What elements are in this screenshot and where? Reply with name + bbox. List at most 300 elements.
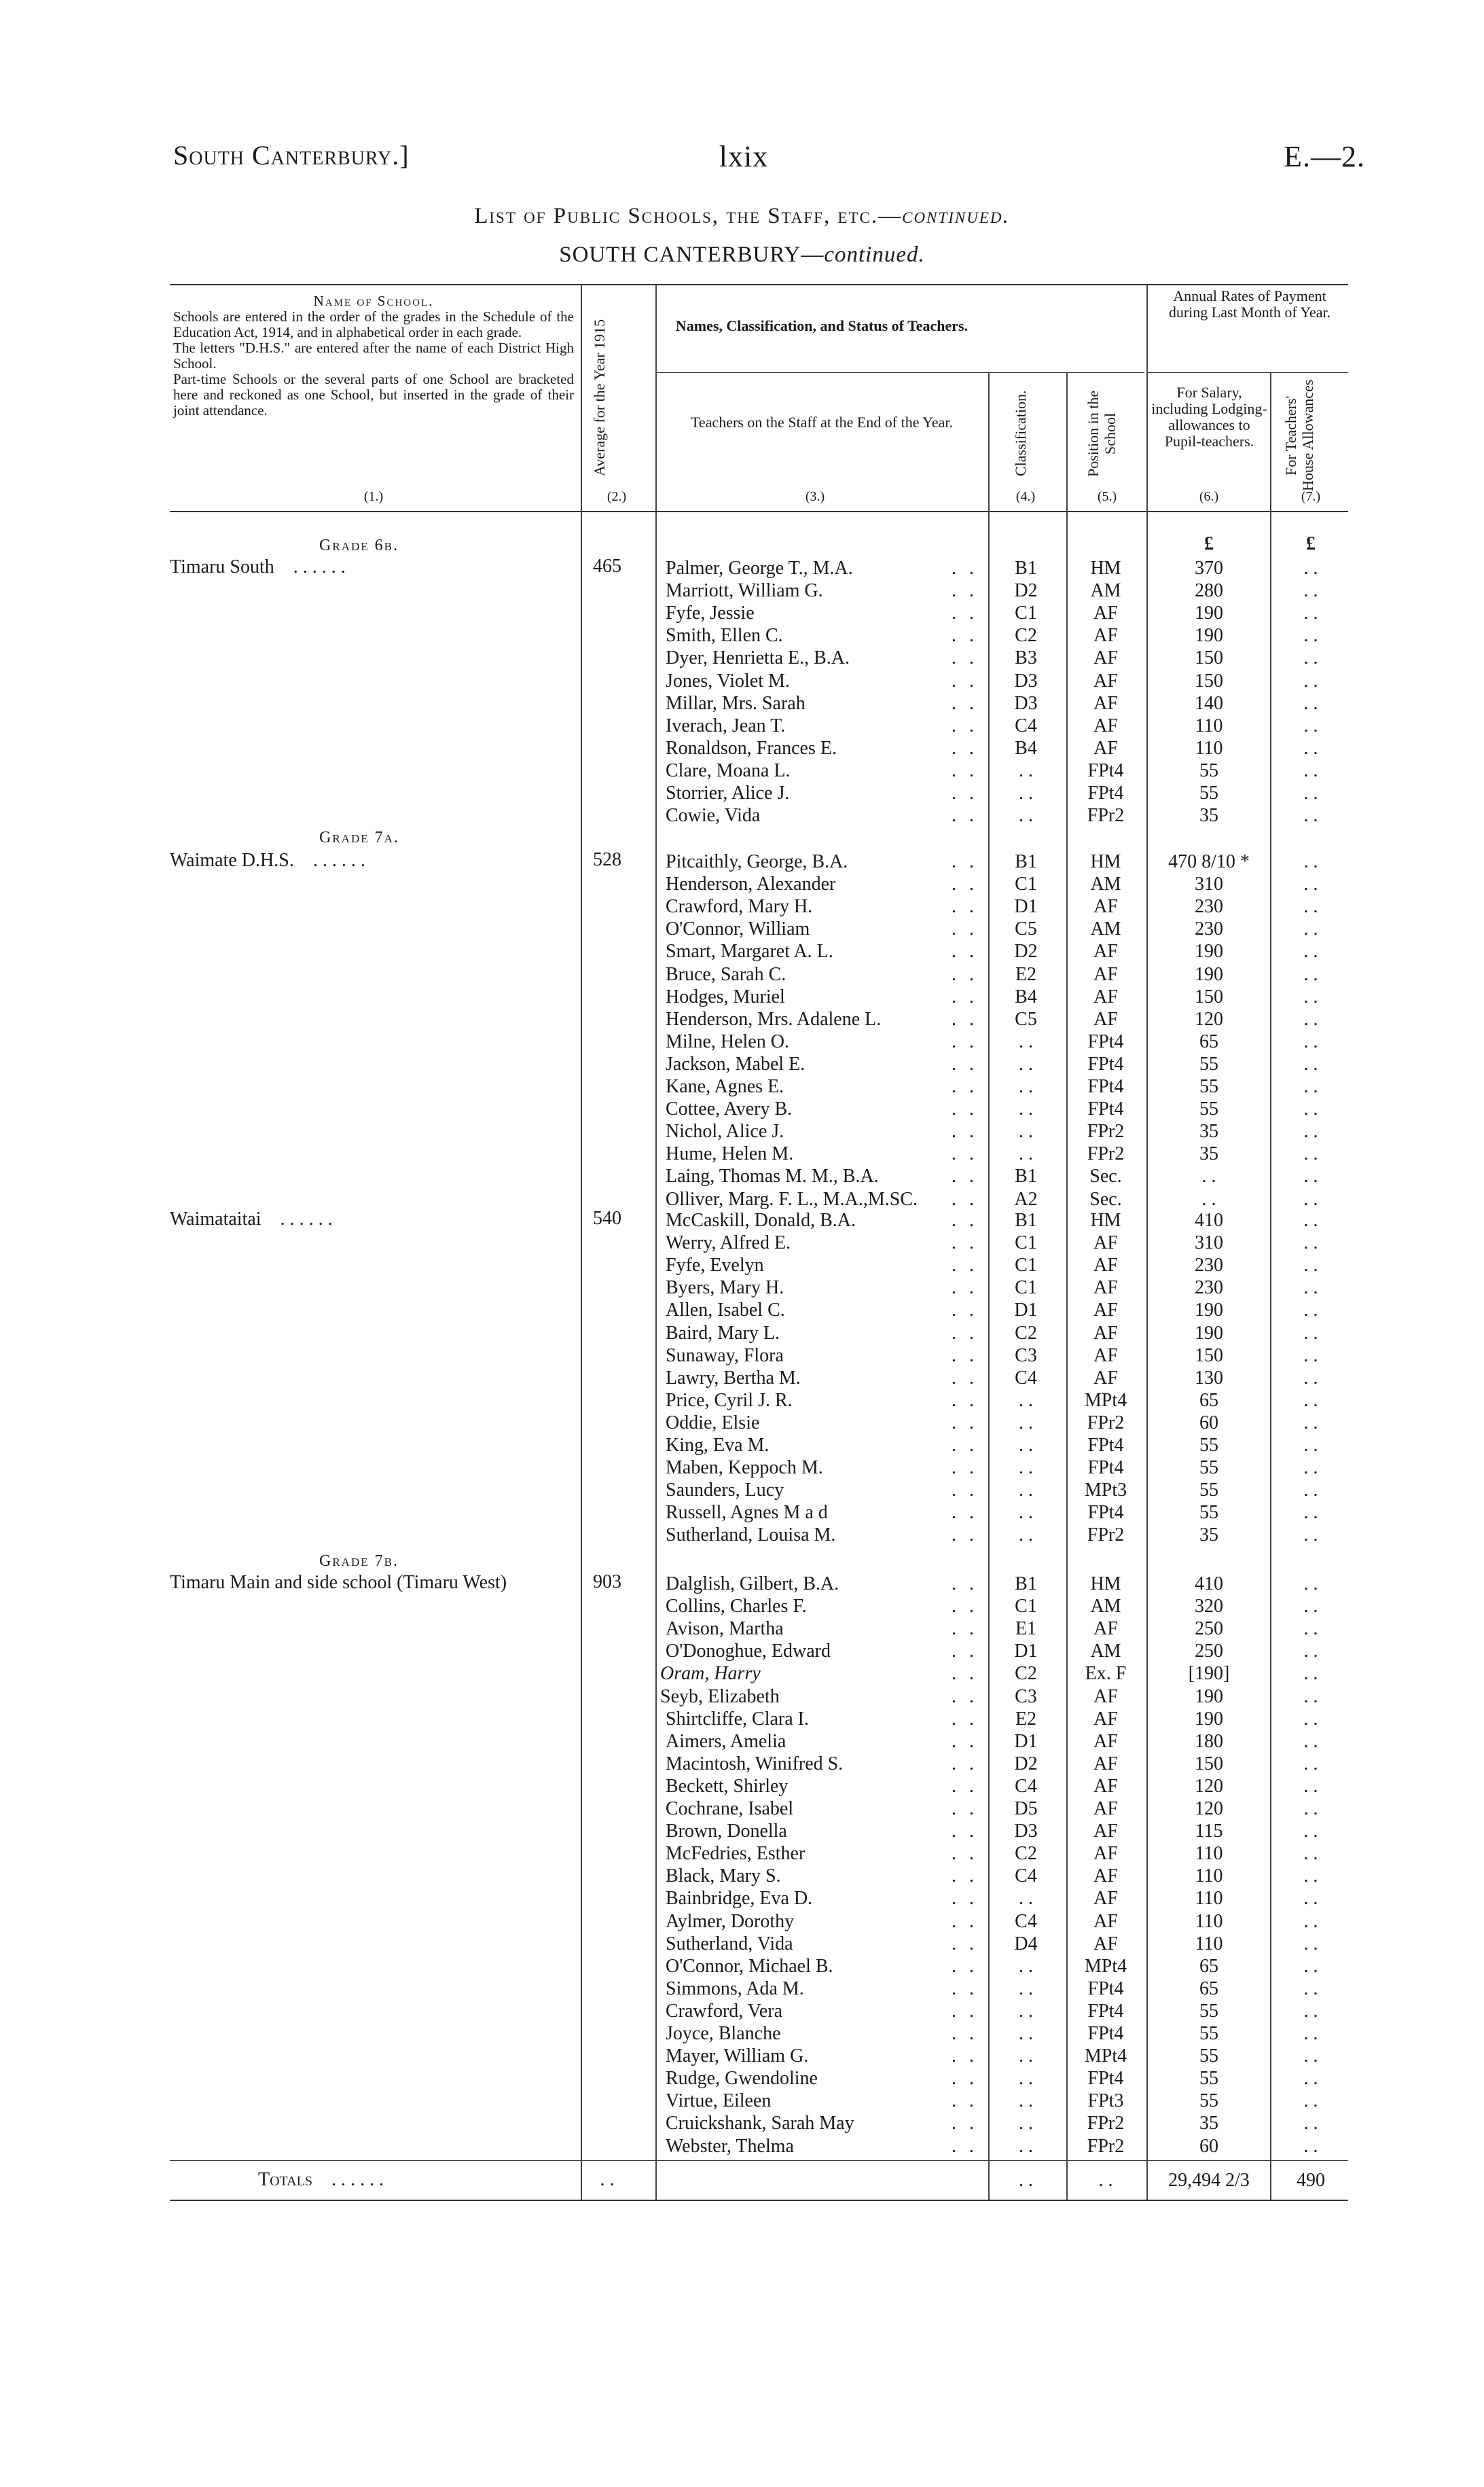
- house-allowance-cell: . .: [1303, 1663, 1318, 1685]
- table-row: [0, 1075, 1484, 1098]
- table-row: [0, 1887, 1484, 1910]
- teacher-name: Milne, Helen O.: [666, 1031, 789, 1052]
- house-allowance-cell: . .: [1303, 1618, 1318, 1640]
- teacher-name: Cowie, Vida: [666, 805, 761, 827]
- position-cell: AM: [1090, 874, 1121, 895]
- salary-cell: 60: [1199, 2135, 1218, 2157]
- salary-cell: 55: [1199, 1076, 1218, 1097]
- teacher-name: Sutherland, Louisa M.: [666, 1524, 836, 1546]
- position-cell: FPt3: [1087, 2090, 1124, 2112]
- house-allowance-cell: . .: [1303, 1685, 1318, 1707]
- table-row: [0, 557, 1484, 579]
- teacher-name: Smart, Margaret A. L.: [666, 941, 833, 963]
- leader-dots: . .: [952, 1166, 978, 1187]
- house-allowance-cell: . .: [1303, 1730, 1318, 1752]
- position-cell: AF: [1093, 715, 1118, 736]
- table-row: [0, 1276, 1484, 1299]
- classification-cell: C1: [1015, 1255, 1037, 1276]
- house-allowance-cell: . .: [1303, 1798, 1318, 1819]
- position-cell: HM: [1090, 558, 1121, 579]
- table-row: [0, 2022, 1484, 2045]
- teacher-name: McCaskill, Donald, B.A.: [666, 1210, 856, 1231]
- teacher-name: Ronaldson, Frances E.: [666, 737, 837, 759]
- table-row: [0, 1933, 1484, 1955]
- classification-cell: C1: [1015, 603, 1037, 624]
- school-name: Timaru South . . . . . .: [170, 556, 346, 577]
- classification-cell: E2: [1015, 963, 1037, 985]
- salary-cell: 110: [1195, 1843, 1223, 1865]
- salary-cell: 150: [1195, 647, 1223, 669]
- position-cell: FPr2: [1087, 1524, 1125, 1546]
- teacher-name: Sutherland, Vida: [666, 1933, 793, 1954]
- leader-dots: . .: [952, 1573, 978, 1594]
- house-allowance-cell: . .: [1303, 1524, 1318, 1546]
- house-allowance-cell: . .: [1303, 986, 1318, 1007]
- teacher-name: Bruce, Sarah C.: [666, 963, 786, 985]
- teacher-name: Avison, Martha: [666, 1618, 784, 1640]
- position-cell: AF: [1093, 1232, 1118, 1254]
- teacher-name: Price, Cyril J. R.: [666, 1389, 793, 1411]
- salary-cell: 55: [1199, 1435, 1218, 1456]
- teacher-name: Kane, Agnes E.: [666, 1076, 784, 1097]
- leader-dots: . .: [952, 1685, 978, 1707]
- position-cell: HM: [1090, 1573, 1121, 1594]
- running-head-right: E.—2.: [1284, 140, 1365, 173]
- house-allowance-cell: . .: [1303, 1255, 1318, 1276]
- leader-dots: . .: [952, 1708, 978, 1730]
- table-row: [0, 670, 1484, 692]
- teacher-name: McFedries, Esther: [666, 1843, 806, 1865]
- salary-cell: 55: [1199, 1098, 1218, 1120]
- salary-cell: 410: [1195, 1573, 1223, 1594]
- column-number-6: (6.): [1199, 489, 1219, 504]
- teacher-name: Iverach, Jean T.: [666, 715, 786, 736]
- salary-cell: 110: [1195, 1910, 1223, 1932]
- house-allowance-cell: . .: [1303, 2068, 1318, 2090]
- salary-cell: 150: [1195, 1344, 1223, 1366]
- teacher-name: Aimers, Amelia: [666, 1730, 786, 1752]
- table-row: [0, 1008, 1484, 1031]
- salary-cell: 35: [1199, 1143, 1218, 1165]
- position-cell: FPr2: [1087, 2135, 1125, 2157]
- table-row: [0, 851, 1484, 873]
- position-cell: AF: [1093, 1708, 1118, 1730]
- school-average: 903: [593, 1571, 621, 1592]
- position-cell: FPt4: [1087, 1435, 1124, 1456]
- house-allowance-cell: . .: [1303, 1031, 1318, 1052]
- page-number: lxix: [719, 140, 769, 173]
- salary-cell: 35: [1199, 2113, 1218, 2134]
- salary-cell: 55: [1199, 2068, 1218, 2090]
- house-allowance-cell: . .: [1303, 1210, 1318, 1231]
- table-row: [0, 1254, 1484, 1276]
- teacher-name: Hume, Helen M.: [666, 1143, 794, 1165]
- position-cell: AM: [1090, 1641, 1121, 1662]
- salary-cell: 55: [1199, 2000, 1218, 2022]
- table-row: [0, 1865, 1484, 1887]
- salary-cell: 150: [1195, 986, 1223, 1007]
- salary-cell: 190: [1195, 1708, 1223, 1730]
- classification-cell: D3: [1014, 670, 1038, 692]
- totals-top-rule: [170, 2160, 1348, 2161]
- leader-dots: . .: [952, 1412, 978, 1433]
- totals-average: . .: [600, 2169, 615, 2190]
- teacher-name: Millar, Mrs. Sarah: [666, 692, 806, 714]
- teacher-name: Baird, Mary L.: [666, 1322, 780, 1344]
- table-row: [0, 2112, 1484, 2134]
- salary-unit: £: [1204, 533, 1214, 554]
- classification-cell: D1: [1014, 1641, 1038, 1662]
- classification-column-header: Classification.: [1012, 390, 1029, 477]
- table-row: [0, 1753, 1484, 1775]
- house-allowance-cell: . .: [1303, 715, 1318, 736]
- salary-cell: 120: [1195, 1775, 1223, 1797]
- classification-cell: C2: [1015, 1663, 1037, 1685]
- column-number-7: (7.): [1301, 489, 1321, 504]
- position-cell: AF: [1093, 1753, 1118, 1774]
- house-allowance-cell: . .: [1303, 1865, 1318, 1887]
- leader-dots: . .: [952, 1322, 978, 1344]
- salary-cell: 110: [1195, 737, 1223, 759]
- teacher-name: Lawry, Bertha M.: [666, 1367, 801, 1389]
- house-allowance-cell: . .: [1303, 1300, 1318, 1321]
- leader-dots: . .: [952, 1480, 978, 1501]
- table-row: [0, 895, 1484, 918]
- table-row: [0, 1775, 1484, 1797]
- salary-cell: 280: [1195, 580, 1223, 602]
- classification-cell: . .: [1019, 759, 1033, 781]
- totals-salary: 29,494 2/3: [1168, 2170, 1250, 2191]
- position-cell: AF: [1093, 896, 1118, 918]
- leader-dots: . .: [952, 918, 978, 940]
- leader-dots: . .: [952, 986, 978, 1007]
- salary-cell: 310: [1195, 1232, 1223, 1254]
- column-number-4: (4.): [1015, 489, 1036, 504]
- table-row: [0, 1595, 1484, 1617]
- table-row: [0, 715, 1484, 737]
- salary-cell: 190: [1195, 1322, 1223, 1344]
- leader-dots: . .: [952, 1865, 978, 1887]
- teacher-name: Cruickshank, Sarah May: [666, 2113, 854, 2134]
- salary-cell: 140: [1195, 692, 1223, 714]
- teacher-name: Dyer, Henrietta E., B.A.: [666, 647, 850, 669]
- teacher-name: Seyb, Elizabeth: [660, 1685, 780, 1707]
- teacher-name: Simmons, Ada M.: [666, 1978, 804, 1999]
- salary-cell: 110: [1195, 715, 1223, 736]
- house-allowance-cell: . .: [1303, 1753, 1318, 1774]
- position-cell: AM: [1090, 1596, 1121, 1617]
- leader-dots: . .: [952, 1730, 978, 1752]
- salary-cell: 150: [1195, 670, 1223, 692]
- classification-cell: . .: [1019, 1978, 1033, 1999]
- salary-cell: 230: [1195, 918, 1223, 940]
- classification-cell: C4: [1015, 1367, 1037, 1389]
- teacher-name: Henderson, Mrs. Adalene L.: [666, 1008, 882, 1030]
- salary-cell: 190: [1195, 963, 1223, 985]
- position-cell: AF: [1093, 1910, 1118, 1932]
- classification-cell: D5: [1014, 1798, 1038, 1819]
- position-cell: FPt4: [1087, 759, 1124, 781]
- district-title: SOUTH CANTERBURY—continued.: [559, 243, 925, 267]
- table-row: [0, 963, 1484, 986]
- classification-cell: . .: [1019, 2000, 1033, 2022]
- house-allowance-cell: . .: [1303, 1412, 1318, 1433]
- position-cell: AF: [1093, 603, 1118, 624]
- position-cell: FPt4: [1087, 1076, 1124, 1097]
- salary-cell: 180: [1195, 1730, 1223, 1752]
- totals-row: [0, 2169, 1484, 2191]
- teacher-name: Fyfe, Jessie: [666, 603, 755, 624]
- salary-cell: 190: [1195, 1685, 1223, 1707]
- position-cell: FPr2: [1087, 805, 1125, 827]
- position-cell: FPt4: [1087, 1502, 1124, 1524]
- table-row: [0, 804, 1484, 827]
- classification-cell: . .: [1019, 1389, 1033, 1411]
- table-row: [0, 1820, 1484, 1842]
- salary-cell: 190: [1195, 941, 1223, 963]
- classification-cell: . .: [1019, 1053, 1033, 1075]
- position-cell: AF: [1093, 1821, 1118, 1842]
- house-allowance-cell: . .: [1303, 670, 1318, 692]
- salary-cell: 470 8/10 *: [1168, 851, 1250, 872]
- position-cell: AF: [1093, 1843, 1118, 1865]
- leader-dots: . .: [952, 2023, 978, 2044]
- position-cell: AM: [1090, 918, 1121, 940]
- table-row: [0, 2090, 1484, 2112]
- classification-cell: . .: [1019, 2045, 1033, 2067]
- house-allowance-cell: . .: [1303, 2135, 1318, 2157]
- salary-cell: . .: [1201, 1166, 1216, 1187]
- house-allowance-cell: . .: [1303, 1775, 1318, 1797]
- salary-cell: 60: [1199, 1412, 1218, 1433]
- leader-dots: . .: [952, 625, 978, 647]
- position-cell: AM: [1090, 580, 1121, 602]
- classification-cell: . .: [1019, 1502, 1033, 1524]
- teacher-name: O'Connor, William: [666, 918, 810, 940]
- position-cell: MPt4: [1084, 1955, 1127, 1977]
- teacher-name: Mayer, William G.: [666, 2045, 809, 2067]
- table-row: [0, 1367, 1484, 1389]
- house-allowance-cell: . .: [1303, 1888, 1318, 1910]
- leader-dots: . .: [952, 1753, 978, 1774]
- leader-dots: . .: [952, 874, 978, 895]
- salary-cell: 190: [1195, 603, 1223, 624]
- classification-cell: . .: [1019, 2068, 1033, 2090]
- table-row: [0, 737, 1484, 759]
- salary-cell: 250: [1195, 1641, 1223, 1662]
- teacher-name: Pitcaithly, George, B.A.: [666, 851, 848, 872]
- salary-cell: 250: [1195, 1618, 1223, 1640]
- list-title: List of Public Schools, the Staff, etc.—continued.: [474, 204, 1010, 228]
- house-allowance-cell: . .: [1303, 1910, 1318, 1932]
- table-row: [0, 2067, 1484, 2090]
- classification-cell: B1: [1015, 1166, 1037, 1187]
- house-allowance-cell: . .: [1303, 1502, 1318, 1524]
- leader-dots: . .: [952, 737, 978, 759]
- leader-dots: . .: [952, 1300, 978, 1321]
- table-row: [0, 1165, 1484, 1187]
- classification-cell: E1: [1015, 1618, 1037, 1640]
- teacher-name: Virtue, Eileen: [666, 2090, 772, 2112]
- school-name: Timaru Main and side school (Timaru West): [170, 1572, 507, 1593]
- salary-cell: 35: [1199, 1121, 1218, 1143]
- position-cell: AF: [1093, 692, 1118, 714]
- teacher-name: Palmer, George T., M.A.: [666, 558, 853, 579]
- house-allowance-cell: . .: [1303, 1708, 1318, 1730]
- table-row: [0, 1708, 1484, 1730]
- leader-dots: . .: [952, 1843, 978, 1865]
- classification-cell: . .: [1019, 805, 1033, 827]
- teacher-name: Storrier, Alice J.: [666, 783, 790, 804]
- table-row: [0, 602, 1484, 624]
- salary-cell: 190: [1195, 1300, 1223, 1321]
- table-row: [0, 918, 1484, 940]
- salary-cell: . .: [1201, 1188, 1216, 1210]
- leader-dots: . .: [952, 1188, 978, 1210]
- classification-cell: C1: [1015, 1232, 1037, 1254]
- classification-cell: B3: [1015, 647, 1037, 669]
- classification-cell: . .: [1019, 2135, 1033, 2157]
- grade-label: Grade 7b.: [319, 1552, 399, 1570]
- house-allowance-cell: . .: [1303, 2113, 1318, 2134]
- position-cell: AF: [1093, 1730, 1118, 1752]
- leader-dots: . .: [952, 783, 978, 804]
- classification-cell: C4: [1015, 1865, 1037, 1887]
- leader-dots: . .: [952, 1910, 978, 1932]
- leader-dots: . .: [952, 1435, 978, 1456]
- classification-cell: C1: [1015, 1277, 1037, 1299]
- salary-cell: 55: [1199, 2045, 1218, 2067]
- table-row: [0, 1053, 1484, 1075]
- table-row: [0, 1662, 1484, 1685]
- position-cell: AF: [1093, 986, 1118, 1007]
- classification-cell: . .: [1019, 1412, 1033, 1433]
- salary-cell: 55: [1199, 2090, 1218, 2112]
- leader-dots: . .: [952, 1076, 978, 1097]
- teacher-name: Shirtcliffe, Clara I.: [666, 1708, 809, 1730]
- teacher-name: King, Eva M.: [666, 1435, 770, 1456]
- salary-cell: 110: [1195, 1865, 1223, 1887]
- leader-dots: . .: [952, 603, 978, 624]
- leader-dots: . .: [952, 2135, 978, 2157]
- teacher-name: Oddie, Elsie: [666, 1412, 760, 1433]
- leader-dots: . .: [952, 1978, 978, 1999]
- leader-dots: . .: [952, 2068, 978, 2090]
- teacher-name: Black, Mary S.: [666, 1865, 781, 1887]
- leader-dots: . .: [952, 1618, 978, 1640]
- leader-dots: . .: [952, 1663, 978, 1685]
- table-row: [0, 1098, 1484, 1120]
- payment-group-header: Annual Rates of Payment during Last Month of Year.: [1168, 287, 1331, 321]
- position-cell: Sec.: [1089, 1188, 1122, 1210]
- teacher-name: Jackson, Mabel E.: [666, 1053, 806, 1075]
- leader-dots: . .: [952, 1641, 978, 1662]
- position-cell: FPr2: [1087, 1143, 1125, 1165]
- table-row: [0, 624, 1484, 647]
- leader-dots: . .: [952, 670, 978, 692]
- teacher-name: Jones, Violet M.: [666, 670, 790, 692]
- classification-cell: C5: [1015, 918, 1037, 940]
- house-allowance-cell: . .: [1303, 1596, 1318, 1617]
- salary-cell: 55: [1199, 1502, 1218, 1524]
- classification-cell: B1: [1015, 1210, 1037, 1231]
- payment-sub-rule: [1148, 372, 1348, 373]
- salary-cell: 150: [1195, 1753, 1223, 1774]
- classification-cell: D1: [1014, 1730, 1038, 1752]
- house-allowance-cell: . .: [1303, 783, 1318, 804]
- salary-cell: 410: [1195, 1210, 1223, 1231]
- average-column-header: Average for the Year 1915: [591, 319, 608, 476]
- leader-dots: . .: [952, 1098, 978, 1120]
- table-row: [0, 940, 1484, 963]
- teacher-name: Beckett, Shirley: [666, 1775, 789, 1797]
- leader-dots: . .: [952, 1888, 978, 1910]
- classification-cell: C3: [1015, 1685, 1037, 1707]
- house-allowance-cell: . .: [1303, 2000, 1318, 2022]
- table-row: [0, 986, 1484, 1008]
- table-row: [0, 579, 1484, 602]
- position-cell: AF: [1093, 1008, 1118, 1030]
- position-cell: HM: [1090, 1210, 1121, 1231]
- leader-dots: . .: [952, 1008, 978, 1030]
- classification-cell: B1: [1015, 558, 1037, 579]
- salary-cell: 35: [1199, 1524, 1218, 1546]
- position-cell: AF: [1093, 963, 1118, 985]
- table-row: [0, 1978, 1484, 2000]
- classification-cell: C5: [1015, 1008, 1037, 1030]
- table-row: [0, 1188, 1484, 1211]
- teacher-name: O'Donoghue, Edward: [666, 1641, 831, 1662]
- position-cell: AF: [1093, 1865, 1118, 1887]
- salary-cell: 55: [1199, 1053, 1218, 1075]
- position-cell: AF: [1093, 941, 1118, 963]
- house-allowance-cell: . .: [1303, 1641, 1318, 1662]
- table-row: [0, 1456, 1484, 1479]
- leader-dots: . .: [952, 1121, 978, 1143]
- leader-dots: . .: [952, 805, 978, 827]
- school-column-header: Name of School. Schools are entered in the order of the grades in the Schedule of the Education Act, 1914, and in alphabetical order in each grade. The letters "D.H.S." are entered after the name of each District High School. Part-time Schools or the several parts of one School are bracketed here and reckoned as one School, but inserted in the grade of their joint attendance.: [173, 293, 574, 418]
- table-row: [0, 1479, 1484, 1501]
- position-cell: FPt4: [1087, 1031, 1124, 1052]
- classification-cell: D2: [1014, 941, 1038, 963]
- teacher-name: Cottee, Avery B.: [666, 1098, 793, 1120]
- classification-cell: . .: [1019, 783, 1033, 804]
- house-allowance-cell: . .: [1303, 963, 1318, 985]
- salary-cell: 55: [1199, 783, 1218, 804]
- house-allowance-cell: . .: [1303, 1480, 1318, 1501]
- table-top-rule: [170, 284, 1348, 285]
- school-name: Waimate D.H.S. . . . . . .: [170, 850, 365, 871]
- teacher-name: Fyfe, Evelyn: [666, 1255, 764, 1276]
- position-cell: AF: [1093, 647, 1118, 669]
- teacher-name: Maben, Keppoch M.: [666, 1457, 823, 1479]
- totals-position: . .: [1098, 2170, 1113, 2191]
- classification-cell: . .: [1019, 1076, 1033, 1097]
- salary-cell: 230: [1195, 896, 1223, 918]
- salary-cell: 35: [1199, 805, 1218, 827]
- table-row: [0, 1299, 1484, 1321]
- classification-cell: . .: [1019, 2090, 1033, 2112]
- table-row: [0, 1524, 1484, 1546]
- position-cell: Sec.: [1089, 1166, 1122, 1187]
- house-allowance-cell: . .: [1303, 1277, 1318, 1299]
- position-cell: Ex. F: [1085, 1663, 1127, 1685]
- house-allowance-cell: . .: [1303, 1821, 1318, 1842]
- salary-cell: 110: [1195, 1933, 1223, 1954]
- salary-cell: 55: [1199, 2023, 1218, 2044]
- house-allowance-cell: . .: [1303, 1933, 1318, 1954]
- position-cell: AF: [1093, 625, 1118, 647]
